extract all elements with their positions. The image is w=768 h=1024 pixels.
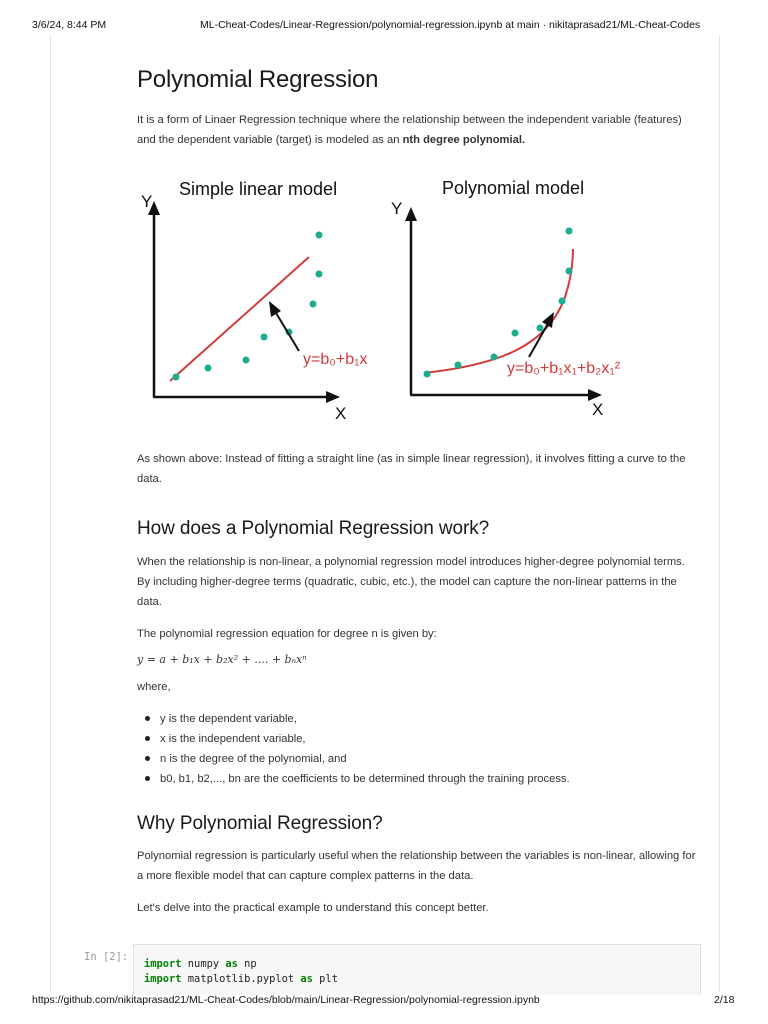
code-line	[134, 972, 700, 987]
list-item: b0, b1, b2,..., bn are the coefficients to be determined through the training process.	[137, 769, 697, 789]
right-point	[566, 228, 573, 235]
left-y-axis-label: Y	[141, 192, 153, 211]
code-module: matplotlib.pyplot	[181, 973, 301, 985]
print-page-title: ML-Cheat-Codes/Linear-Regression/polynomial-regression.ipynb at main · nikitaprasad21/ML-Cheat-Codes	[200, 19, 701, 31]
heading-why: Why Polynomial Regression?	[137, 813, 383, 834]
code-keyword: as	[300, 973, 313, 985]
left-x-arrow	[326, 391, 340, 403]
print-url: https://github.com/nikitaprasad21/ML-Cheat-Codes/blob/main/Linear-Regression/polynomial-regression.ipynb	[32, 994, 540, 1006]
left-figure-title: Simple linear model	[179, 179, 338, 199]
notebook-content-lower	[137, 449, 697, 918]
code-keyword: import	[144, 973, 182, 985]
print-header	[0, 0, 768, 36]
list-item: x is the independent variable,	[137, 729, 697, 749]
right-point	[512, 330, 519, 337]
right-point	[491, 354, 498, 361]
print-page-number: 2/18	[714, 994, 735, 1006]
code-keyword: as	[225, 958, 238, 970]
list-item: y is the dependent variable,	[137, 709, 697, 729]
right-point	[559, 298, 566, 305]
right-y-axis-label: Y	[391, 199, 403, 218]
heading-how-it-works: How does a Polynomial Regression work?	[137, 518, 490, 539]
left-point	[173, 374, 180, 381]
code-cell[interactable]	[133, 944, 701, 995]
left-equation: y=b₀+b₁x	[303, 351, 368, 368]
code-module: numpy	[181, 958, 226, 970]
right-x-axis-label: X	[592, 400, 604, 419]
right-data-points	[424, 228, 573, 378]
right-point	[455, 362, 462, 369]
left-point	[261, 334, 268, 341]
code-alias: plt	[312, 973, 338, 985]
list-item: n is the degree of the polynomial, and	[137, 749, 697, 769]
after-figure-paragraph: As shown above: Instead of fitting a straight line (as in simple linear regression), it involves fitting a curve to the data.	[137, 453, 686, 485]
how-paragraph-2: The polynomial regression equation for degree n is given by:	[137, 628, 437, 640]
right-point	[537, 325, 544, 332]
right-y-arrow	[405, 207, 417, 221]
left-point	[310, 301, 317, 308]
left-point	[205, 365, 212, 372]
notebook-content	[137, 66, 697, 150]
how-paragraph-1: When the relationship is non-linear, a polynomial regression model introduces higher-degree polynomial terms. By including higher-degree terms (quadratic, cubic, etc.), the model can capture the non-linear patterns in the data.	[137, 556, 685, 608]
why-paragraph-1: Polynomial regression is particularly useful when the relationship between the variables is non-linear, allowing for a more flexible model that can capture complex patterns in the data.	[137, 850, 696, 882]
right-equation: y=b₀+b₁x₁+b₂x₁²	[507, 360, 621, 377]
definitions-list	[137, 709, 697, 789]
notebook-title: Polynomial Regression	[137, 66, 379, 93]
print-datetime: 3/6/24, 8:44 PM	[32, 19, 107, 31]
right-point	[566, 268, 573, 275]
where-label: where,	[137, 681, 171, 693]
polynomial-fit-curve	[424, 249, 573, 373]
right-point	[424, 371, 431, 378]
cell-prompt: In [2]:	[84, 951, 129, 963]
intro-paragraph	[137, 110, 697, 150]
left-pointer-arrow	[273, 308, 299, 351]
left-point	[243, 357, 250, 364]
right-figure-title: Polynomial model	[442, 178, 585, 198]
linear-fit-line	[170, 257, 309, 381]
intro-text: It is a form of Linaer Regression technique where the relationship between the independent variable (features) and the dependent variable (target) is modeled as an	[137, 114, 682, 146]
left-point	[316, 232, 323, 239]
why-paragraph-2: Let's delve into the practical example to understand this concept better.	[137, 902, 489, 914]
left-x-axis-label: X	[335, 404, 347, 423]
code-line	[134, 957, 700, 972]
intro-bold: nth degree polynomial.	[402, 134, 526, 146]
regression-figure	[137, 167, 647, 435]
polynomial-equation: y = a + b₁x + b₂x² + .... + bₙxⁿ	[137, 653, 307, 666]
code-alias: np	[237, 958, 257, 970]
code-keyword: import	[144, 958, 182, 970]
left-point	[316, 271, 323, 278]
